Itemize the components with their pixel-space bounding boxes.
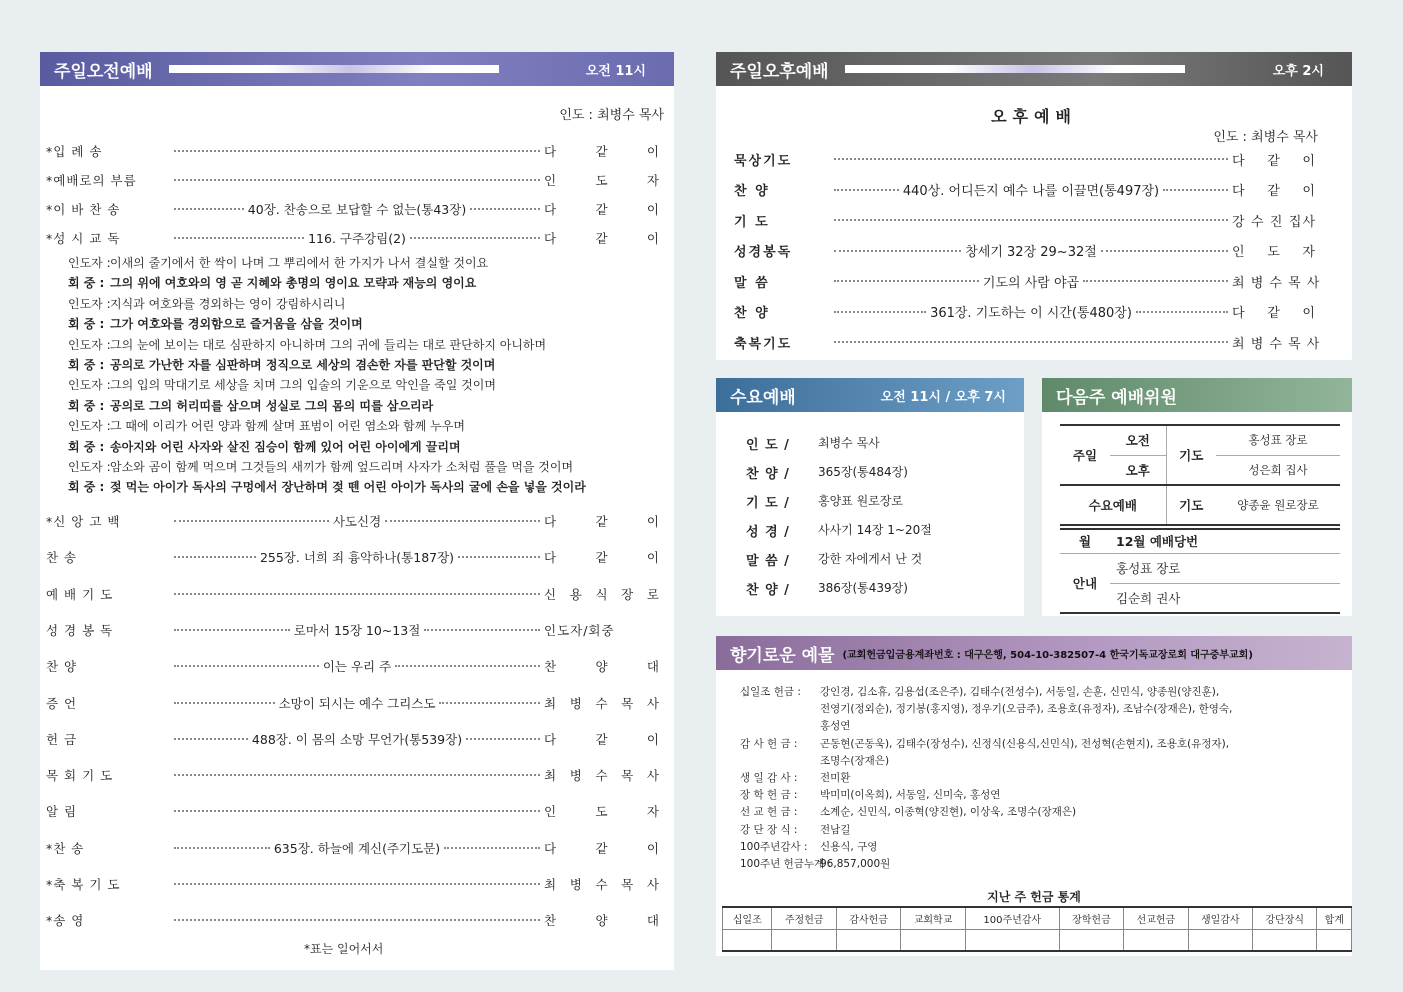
order-label: 기 도 [734,214,770,230]
responsive-line [68,295,346,312]
order-who: 인 도 자 [544,804,660,820]
wednesday-row [746,492,903,511]
responsive-speaker: 회 중 : [68,358,105,372]
responsive-line [68,376,496,393]
month-label: 월 [1060,529,1110,553]
stats-header: 교회학교 [901,907,965,929]
order-label: 헌 금 [46,731,78,747]
responsive-line [68,397,433,414]
order-content [170,621,544,639]
responsive-speaker: 인도자 : [68,256,111,270]
morning-order-top [46,140,660,246]
order-label: 찬 송 [46,550,78,566]
responsive-line [68,417,465,434]
wednesday-row [746,550,922,569]
order-content-text: 361장. 기도하는 이 시간(통480장) [930,306,1132,321]
order-row [734,240,1316,262]
leader-dots [174,665,319,667]
leader-dots [444,847,540,849]
leader-dots [439,702,540,704]
am-label: 오전 [1110,425,1166,455]
stats-cell [723,929,772,951]
offering-key: 선 교 헌 금 : [740,806,798,819]
order-row [734,270,1321,292]
order-row [46,800,660,822]
stats-table [722,906,1352,952]
offering-value: 강인경, 김소휴, 김용섭(조은주), 김태수(전성수), 서동일, 손훈, 신민식, 양종원(양진훈), [820,686,1220,698]
next-week-table [1060,424,1340,526]
leader-dots [174,629,290,631]
order-content [170,150,544,152]
order-row [46,837,660,859]
leader-dots [174,810,540,812]
order-who: 다 같 이 [544,202,660,217]
leader-dots [1136,311,1228,313]
responsive-speaker: 회 중 : [68,480,105,495]
wed-prayer-label: 기도 [1166,485,1216,525]
offering-value: 신용식, 구영 [820,840,878,853]
responsive-text: 그의 눈에 보이는 대로 심판하지 아니하며 그의 귀에 들리는 대로 판단하지 아니하며 [110,337,547,352]
order-label: 성 경 봉 독 [46,622,114,638]
order-label: 예 배 기 도 [46,586,114,602]
order-content-text: 창세기 32장 29~32절 [965,245,1097,260]
leader-dots [174,774,540,776]
order-label: 찬 양 [734,306,770,321]
footnote: *표는 일어서서 [304,942,384,956]
responsive-text: 그의 입의 막대기로 세상을 치며 그의 입술의 기운으로 악인을 죽일 것이며 [110,378,496,393]
offering-line [740,684,1340,701]
responsive-text: 공의로 그의 허리띠를 삼으며 성실로 그의 몸의 띠를 삼으리라 [110,398,434,413]
responsive-speaker: 인도자 : [68,419,111,434]
offering-key: 생 일 감 사 : [740,772,798,785]
order-label: 목 회 기 도 [46,768,114,784]
offering-key [740,701,820,718]
order-row [734,148,1316,170]
responsive-text: 암소와 곰이 함께 먹으며 그것들의 새끼가 함께 엎드리며 사자가 소처럼 풀을 먹을 것이며 [110,460,574,474]
morning-header [40,52,674,86]
offering-value: 전영기(정외순), 정기봉(홍지영), 정우기(오금주), 조용호(유정자), 조남수(장재은), 한영숙, [820,703,1233,716]
responsive-speaker: 인도자 : [68,296,111,311]
responsive-line [68,478,586,495]
stats-cell [1188,929,1252,951]
leader-dots [174,520,329,522]
order-who: 최 병 수 목 사 [544,768,660,784]
pm-label: 오후 [1110,455,1166,485]
wednesday-row [746,463,908,482]
leader-dots [834,311,926,313]
leader-dots [834,158,1228,160]
offering-value: 전남길 [820,823,851,836]
order-row [46,619,660,641]
responsive-speaker: 회 중 : [68,276,105,291]
wednesday-label: 찬 양 / [746,467,790,482]
next-week-header [1042,378,1352,412]
order-content [830,158,1232,160]
stats-cell [1059,929,1123,951]
am-person: 홍성표 장로 [1216,425,1340,455]
responsive-line [68,274,476,291]
order-who: 강 수 진 집사 [1232,214,1316,230]
order-row [46,546,660,568]
sunday-label: 주일 [1060,425,1110,485]
order-who: 최 병 수 목 사 [544,695,660,711]
stats-header: 합계 [1317,907,1352,929]
order-content [170,919,544,921]
leader-dots [174,179,540,181]
wed-person: 양종윤 원로장로 [1216,485,1340,525]
order-row [734,209,1316,231]
leader-dots [174,208,244,210]
stats-cell [901,929,965,951]
wednesday-row [746,521,932,540]
responsive-text: 젖 먹는 아이가 독사의 구멍에서 장난하며 젖 뗀 어린 아이가 독사의 굴에 손을 넣을 것이라 [110,480,586,495]
order-row [46,169,660,191]
order-content [170,657,544,675]
guide-label: 안내 [1060,553,1110,613]
wednesday-label: 말 씀 / [746,554,790,569]
stats-header: 감사헌금 [836,907,900,929]
order-row [46,655,660,677]
offering-line [740,856,1340,873]
afternoon-leader: 인도 : 최병수 목사 [1213,130,1318,145]
offering-line [740,736,1340,753]
offering-line [740,804,1340,821]
stats-header: 생일감사 [1188,907,1252,929]
order-label: *성 시 교 독 [46,231,121,246]
order-who: 다 같 이 [1232,306,1316,321]
offering-title: 향기로운 예물 [730,645,835,666]
order-content-text: 116. 구주강림(2) [308,231,406,246]
offering-line [740,787,1340,804]
leader-dots [395,665,540,667]
offering-line [740,718,1340,735]
account-info: (교회헌금입금용계좌번호 : 대구은행, 504-10-382507-4 한국기독교장로회 대구중부교회) [842,649,1253,661]
order-content [830,272,1232,291]
stats-cell [965,929,1059,951]
responsive-speaker: 인도자 : [68,460,111,474]
offering-line [740,770,1340,787]
order-content [170,730,544,748]
stats-header: 장학헌금 [1059,907,1123,929]
stats-title: 지난 주 헌금 통계 [987,890,1081,904]
order-who: 인도자/회중 [544,622,615,638]
order-content [170,839,544,857]
responsive-text: 그 때에 이리가 어린 양과 함께 살며 표범이 어린 염소와 함께 누우며 [110,419,465,434]
offering-line [740,753,1340,770]
leader-dots [834,189,899,191]
guide-2: 김순희 권사 [1110,583,1340,613]
order-content-text: 635장. 하늘에 계신(주기도문) [273,840,441,856]
leader-dots [466,738,540,740]
order-label: *송 영 [46,913,85,929]
order-who: 다 같 이 [544,731,660,747]
offering-value: 전미환 [820,772,851,785]
order-content [170,512,544,530]
wednesday-row [746,579,908,598]
leader-dots [174,738,248,740]
stats-header: 주정헌금 [772,907,836,929]
responsive-line [68,315,363,332]
order-content [830,180,1232,199]
leader-dots [174,847,270,849]
order-content-text: 기도의 사람 야곱 [982,275,1080,291]
duty-table [1060,528,1340,614]
wednesday-value: 386장(통439장) [818,581,908,595]
wednesday-value: 사사기 14장 1~20절 [818,523,932,537]
afternoon-title: 주일오후예배 [730,61,829,82]
offering-panel [716,636,1352,956]
header-decor [845,65,1185,73]
offering-line [740,822,1340,839]
offering-value: 홍성연 [820,720,851,733]
stats-header: 십일조 [723,907,772,929]
offering-key: 십일조 헌금 : [740,686,801,698]
wednesday-value: 홍양표 원로장로 [818,494,903,508]
offering-key [740,753,820,770]
order-content [830,241,1232,260]
morning-panel [40,52,674,970]
order-row [734,301,1316,323]
leader-dots [174,150,540,152]
order-content [170,810,544,812]
order-row [734,179,1316,201]
leader-dots [174,556,256,558]
stats-header: 강단장식 [1252,907,1316,929]
order-content [170,883,544,885]
leader-dots [834,280,979,282]
order-content-text: 255장. 너희 죄 흉악하나(통187장) [259,550,455,566]
order-row [46,583,660,605]
order-row [46,510,660,532]
leader-dots [385,520,540,522]
responsive-line [68,458,573,475]
offering-value: 곤동현(곤동욱), 김태수(장성수), 신정식(신용식,신민식), 전성혁(손현지), 조용호(유정자), [820,737,1230,750]
responsive-line [68,356,495,373]
offering-value: 조명수(장재은) [820,754,890,767]
afternoon-subtitle: 오후예배 [991,107,1077,126]
order-content-text: 소망이 되시는 예수 그리스도 [278,695,436,711]
order-label: 찬 양 [734,184,770,199]
next-week-panel [1042,378,1352,616]
wed-label: 수요예배 [1060,485,1166,525]
leader-dots [174,702,275,704]
wednesday-label: 기 도 / [746,496,790,511]
leader-dots [1083,280,1228,282]
order-label: 묵상기도 [734,153,793,169]
offering-key: 강 단 장 식 : [740,823,798,836]
order-who: 찬 양 대 [544,913,660,929]
leader-dots [834,250,961,252]
responsive-text: 지식과 여호와를 경외하는 영이 강림하시리니 [110,296,346,311]
responsive-text: 그가 여호와를 경외함으로 즐거움을 삼을 것이며 [110,317,363,332]
order-who: 다 같 이 [544,514,660,529]
order-label: *신 앙 고 백 [46,514,121,529]
wednesday-label: 찬 양 / [746,583,790,598]
order-content [170,200,544,218]
responsive-text: 그의 위에 여호와의 영 곧 지혜와 총명의 영이요 모략과 재능의 영이요 [110,276,477,291]
order-who: 다 같 이 [544,550,660,566]
responsive-speaker: 인도자 : [68,378,111,393]
order-content [170,548,544,566]
afternoon-time: 오후 2시 [1272,63,1324,79]
responsive-line [68,438,461,455]
order-label: *입 례 송 [46,144,103,159]
offering-list [740,684,1340,873]
wednesday-value: 365장(통484장) [818,465,908,479]
order-row [46,692,660,714]
offering-value: 96,857,000원 [820,858,891,871]
order-content [830,302,1232,321]
wednesday-value: 최병수 목사 [818,436,880,450]
pm-person: 성은희 집사 [1216,455,1340,485]
stats-cell [772,929,836,951]
responsive-text: 공의로 가난한 자를 심판하며 정직으로 세상의 겸손한 자를 판단할 것이며 [110,358,496,372]
order-label: 말 씀 [734,275,770,291]
order-content [170,179,544,181]
order-who: 찬 양 대 [544,659,660,675]
responsive-line [68,336,546,353]
month-duty: 12월 예배당번 [1110,529,1340,553]
leader-dots [470,208,540,210]
stats-cell [836,929,900,951]
order-who: 최 병 수 목 사 [544,877,660,892]
afternoon-panel [716,52,1352,360]
stats-cell [1317,929,1352,951]
offering-line [740,839,1340,856]
wednesday-label: 인 도 / [746,438,790,453]
order-content [830,341,1232,343]
leader-dots [834,219,1228,221]
responsive-speaker: 인도자 : [68,337,111,352]
order-label: *축 복 기 도 [46,877,121,892]
responsive-speaker: 회 중 : [68,317,105,332]
leader-dots [1101,250,1228,252]
order-content [170,229,544,247]
order-content-text: 40장. 찬송으로 보답할 수 없는(통43장) [247,202,467,217]
wednesday-row [746,434,880,453]
order-label: 성경봉독 [734,245,793,260]
order-content [170,593,544,595]
morning-title: 주일오전예배 [54,61,153,82]
order-row [734,331,1321,353]
offering-key: 장 학 헌 금 : [740,789,798,802]
order-who: 다 같 이 [544,231,660,246]
offering-value: 박미미(이옥희), 서동일, 신미숙, 홍성연 [820,789,1001,802]
order-content [830,219,1232,221]
order-content-text: 로마서 15장 10~13절 [293,622,421,638]
afternoon-header [716,52,1352,86]
morning-leader: 인도 : 최병수 목사 [559,108,664,123]
order-label: *이 바 찬 송 [46,202,121,217]
responsive-text: 송아지와 어린 사자와 살진 짐승이 함께 있어 어린 아이에게 끌리며 [110,439,461,454]
next-week-title: 다음주 예배위원 [1056,387,1177,408]
order-who: 최 병 수 목 사 [1232,336,1321,352]
morning-time: 오전 11시 [585,63,646,79]
order-label: 찬 양 [46,659,78,675]
leader-dots [174,919,540,921]
leader-dots [174,237,304,239]
wednesday-panel [716,378,1024,616]
offering-value: 소계순, 신민식, 이종혁(양진현), 이상욱, 조명수(장재은) [820,806,1077,819]
order-content-text: 사도신경 [332,514,382,529]
guide-1: 홍성표 장로 [1110,553,1340,583]
afternoon-order [734,148,1321,358]
order-row [46,140,660,162]
wednesday-title: 수요예배 [730,387,796,408]
order-content-text: 440상. 어디든지 예수 나를 이끌면(통497장) [902,184,1160,199]
responsive-line [68,254,488,271]
leader-dots [424,629,540,631]
order-content [170,774,544,776]
prayer-label: 기도 [1166,425,1216,485]
order-content-text: 488장. 이 몸의 소망 무언가(통539장) [251,731,463,747]
leader-dots [174,883,540,885]
offering-line [740,701,1340,718]
responsive-speaker: 회 중 : [68,398,105,413]
offering-header [716,636,1352,670]
leader-dots [834,341,1228,343]
order-row [46,227,660,249]
order-row [46,198,660,220]
stats-header: 100주년감사 [965,907,1059,929]
order-label: 알 림 [46,804,78,820]
stats-cell [1124,929,1188,951]
order-who: 최 병 수 목 사 [1232,275,1321,291]
wednesday-header [716,378,1024,412]
offering-key: 100주년 헌금누계 : [740,858,832,871]
responsive-speaker: 회 중 : [68,439,105,454]
order-row [46,764,660,786]
order-label: *예배로의 부름 [46,173,137,188]
order-label: *찬 송 [46,840,85,856]
order-who: 다 같 이 [544,144,660,159]
order-row [46,873,660,895]
order-who: 다 같 이 [1232,153,1316,169]
wednesday-time: 오전 11시 / 오후 7시 [880,389,1006,405]
order-who: 신 용 식 장 로 [544,586,660,602]
morning-order-bottom [46,510,660,940]
order-row [46,909,660,931]
order-who: 인 도 자 [544,173,660,188]
wednesday-value: 강한 자에게서 난 것 [818,552,923,566]
leader-dots [410,237,540,239]
order-label: 증 언 [46,695,78,711]
wednesday-label: 성 경 / [746,525,790,540]
order-row [46,728,660,750]
order-who: 다 같 이 [544,840,660,856]
offering-key: 100주년감사 : [740,840,808,853]
responsive-reading [40,254,674,504]
leader-dots [174,593,540,595]
order-who: 다 같 이 [1232,184,1316,199]
order-content [170,694,544,712]
order-content-text: 이는 우리 주 [322,659,392,675]
stats-cell [1252,929,1316,951]
offering-key [740,718,820,735]
header-decor [169,65,499,73]
stats-header: 선교헌금 [1124,907,1188,929]
offering-key: 감 사 헌 금 : [740,737,798,750]
responsive-text: 이새의 줄기에서 한 싹이 나며 그 뿌리에서 한 가지가 나서 결실할 것이요 [110,256,489,270]
leader-dots [458,556,540,558]
order-who: 인 도 자 [1232,245,1316,260]
order-label: 축복기도 [734,336,793,352]
leader-dots [1163,189,1228,191]
